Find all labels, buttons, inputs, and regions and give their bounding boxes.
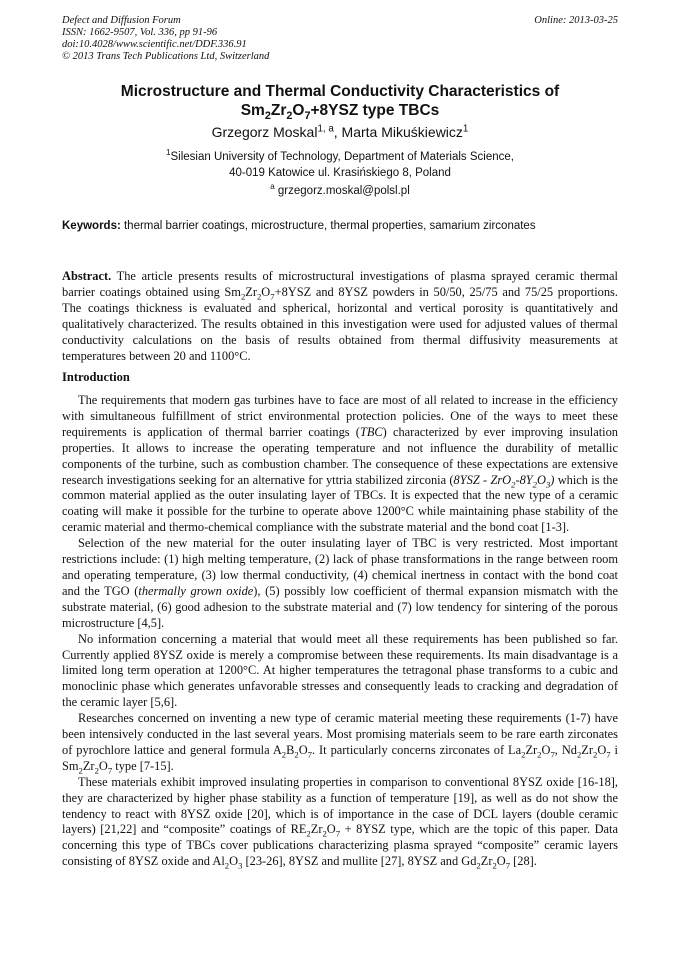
paper-title: Microstructure and Thermal Conductivity Characteristics of $Sm_2Zr_2O_7+8YSZ$ type TBCs xyxy=(120,83,560,123)
paragraph: Researches concerned on inventing a new type of ceramic material meeting these requirements (1-7) have been intensively conducted in the last several years. Most promising materials seem to be rare earth zirconates of pyrochlore lattice and general formula $A_2B_2O_7$. It particularly concerns zirconates of $La_2Zr_2O_7$, $Nd_2Zr_2O_7$ i $Sm_2Zr_2O_7$ type [7-15]. xyxy=(62,711,619,776)
abstract xyxy=(62,268,618,364)
online-date: Online: 2013-03-25 xyxy=(534,15,618,26)
keywords-text: thermal barrier coatings, microstructure, thermal properties, samarium zirconates xyxy=(120,220,536,232)
doi-line: doi:10.4028/www.scientific.net/DDF.336.91 xyxy=(62,39,247,50)
keywords-label: Keywords: xyxy=(62,220,121,232)
affiliation: $^1$Silesian University of Technology, Department of Materials Science, 40-019 Katowice ul. Krasińskiego 8, Poland xyxy=(166,148,514,179)
paragraph: The requirements that modern gas turbines have to face are most of all related to increase in the efficiency with simultaneous fulfillment of strict environmental protection policies. One of the ways to meet these requirements is application of thermal barrier coatings (TBC) characterized by ever improving insulation properties. It allows to increase the operating temperature and not influence the durability of metallic components of the turbine, such as combustion chamber. The consequence of these expectations are extensive research investigations seeking for an alternative for yttria stabilized zirconia $(8YSZ - ZrO_2-8Y_2O_3)$ which is the common material applied as the outer insulating layer of TBCs. It is expected that the new type of a ceramic coating will make it possible for the turbine to operate above 1200°C while maintaining phase stability of the ceramic material and thermo-chemical compliance with the substrate material and the bond coat [1-3]. xyxy=(62,393,619,535)
author-list: Grzegorz Moskal$^{1, a}$, Marta Mikuśkiewicz$^1$ xyxy=(211,123,469,140)
keywords xyxy=(62,220,618,232)
abstract-label: Abstract. xyxy=(62,269,112,283)
paragraph: No information concerning a material that would meet all these requirements has been published so far. Currently applied 8YSZ oxide is merely a compromise between these requirements. Its main disadvantage is a limited long term operation at 1200°C. At higher temperatures the tetragonal phase transforms to a cubic and monoclinic phase which generates unfavorable stresses and consequently leads to cracking and degradation of the ceramic layer [5,6]. xyxy=(62,631,618,710)
introduction-body xyxy=(62,393,618,870)
journal-name: Defect and Diffusion Forum xyxy=(62,15,181,26)
section-heading-introduction: Introduction xyxy=(62,370,130,384)
issn-line: ISSN: 1662-9507, Vol. 336, pp 91-96 xyxy=(62,27,218,38)
copyright-line: © 2013 Trans Tech Publications Ltd, Switzerland xyxy=(62,51,270,62)
paragraph: These materials exhibit improved insulating properties in comparison to conventional 8YSZ oxide [16-18], they are characterized by higher phase stability as a function of temperature [19], as well as do not show the tendency to react with 8YSZ oxide [20], which is of importance in the case of DCL layers (double ceramic layers) [21,22] and “composite” coatings of $RE_2Zr_2O_7 + 8YSZ$ type, which are the topic of this paper. Data concerning this type of TBCs cover publications characterizing plasma sprayed “composite” ceramic layers consisting of 8YSZ oxide and $Al_2O_3$ [23-26], 8YSZ and mullite [27], 8YSZ and $Gd_2Zr_2O_7$ [28]. xyxy=(62,774,618,871)
author-email: $^a$ grzegorz.moskal@polsl.pl xyxy=(270,182,410,197)
journal-header xyxy=(62,15,618,63)
abstract-text: The article presents results of microstructural investigations of plasma sprayed ceramic thermal barrier coatings obtained using $Sm_2Zr_2O_7+8YSZ$ and 8YSZ powders in 50/50, 25/75 and 75/25 proportions. The coatings thickness is evaluated and spherical, horizontal and vertical porosity is quantitatively and qualitatively characterized. The results obtained in this investigation were used for adjusted values of thermal conductivity calculations on the basis of results obtained from thermal diffusivity measurements at temperatures between 20 and 1100°C. xyxy=(62,269,618,363)
paragraph: Selection of the new material for the outer insulating layer of TBC is very restricted. Most important restrictions include: (1) high melting temperature, (2) lack of phase transformations in the range between room and operating temperature, (3) low thermal conductivity, (4) chemical inertness in contact with the bond coat and the TGO (thermally grown oxide), (5) possibly low coefficient of thermal expansion mismatch with the substrate material, (6) good adhesion to the substrate material and (7) low tendency for sintering of the porous microstructure [4,5]. xyxy=(62,536,618,630)
